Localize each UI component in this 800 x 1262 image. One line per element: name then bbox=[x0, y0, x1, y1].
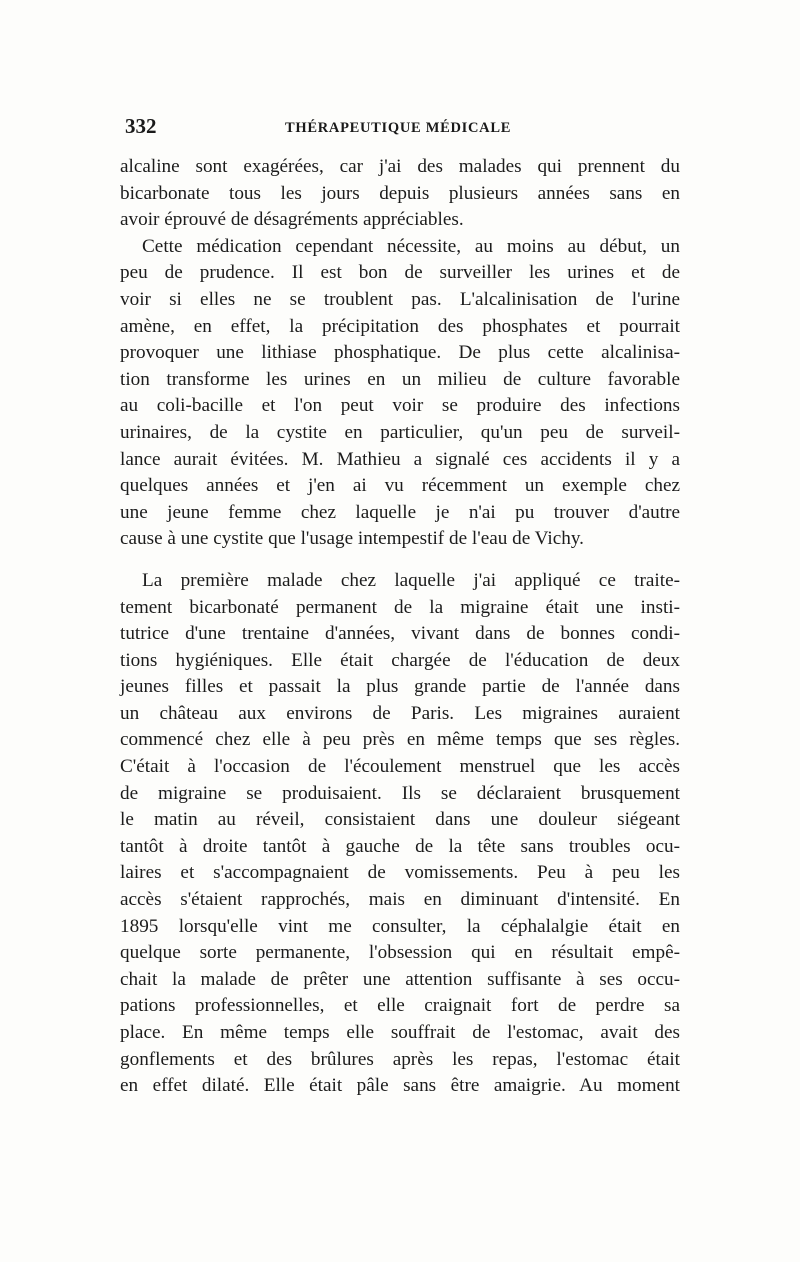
text-line: peu de prudence. Il est bon de surveiller les urines et de bbox=[120, 262, 680, 284]
text-line: tutrice d'une trentaine d'années, vivant dans de bonnes condi- bbox=[120, 623, 680, 645]
text-line: quelques années et j'en ai vu récemment un exemple chez bbox=[120, 475, 680, 497]
text-line: avoir éprouvé de désagréments appréciables. bbox=[120, 209, 464, 231]
text-line: urinaires, de la cystite en particulier, qu'un peu de surveil- bbox=[120, 421, 680, 443]
running-title: THÉRAPEUTIQUE MÉDICALE bbox=[285, 120, 512, 136]
text-line: jeunes filles et passait la plus grande partie de l'année dans bbox=[120, 676, 680, 698]
text-line: quelque sorte permanente, l'obsession qui en résultait empê- bbox=[120, 942, 680, 964]
text-line: en effet dilaté. Elle était pâle sans être amaigrie. Au moment bbox=[120, 1075, 680, 1097]
page-number: 332 bbox=[125, 114, 157, 138]
text-line: gonflements et des brûlures après les repas, l'estomac était bbox=[120, 1048, 680, 1070]
text-line: provoquer une lithiase phosphatique. De plus cette alcalinisa- bbox=[120, 342, 680, 364]
text-line: laires et s'accompagnaient de vomissements. Peu à peu les bbox=[120, 862, 680, 884]
text-line: voir si elles ne se troublent pas. L'alcalinisation de l'urine bbox=[120, 288, 680, 310]
page-header bbox=[120, 114, 680, 142]
text-line: 1895 lorsqu'elle vint me consulter, la céphalalgie était en bbox=[120, 915, 680, 937]
text-line: chait la malade de prêter une attention suffisante à ses occu- bbox=[120, 968, 680, 990]
text-line: cause à une cystite que l'usage intempestif de l'eau de Vichy. bbox=[120, 528, 584, 550]
text-line: lance aurait évitées. M. Mathieu a signalé ces accidents il y a bbox=[120, 448, 680, 470]
text-line: amène, en effet, la précipitation des phosphates et pourrait bbox=[120, 315, 680, 337]
text-line: bicarbonate tous les jours depuis plusieurs années sans en bbox=[120, 182, 680, 204]
paragraph bbox=[120, 568, 680, 1100]
text-line: tions hygiéniques. Elle était chargée de l'éducation de deux bbox=[120, 649, 680, 671]
text-line: tement bicarbonaté permanent de la migraine était une insti- bbox=[120, 596, 680, 618]
text-line: place. En même temps elle souffrait de l'estomac, avait des bbox=[120, 1022, 680, 1043]
text-line: C'était à l'occasion de l'écoulement menstruel que les accès bbox=[120, 756, 680, 778]
text-line: de migraine se produisaient. Ils se déclaraient brusquement bbox=[120, 782, 680, 804]
text-line: commencé chez elle à peu près en même temps que ses règles. bbox=[120, 729, 680, 751]
paragraph bbox=[120, 154, 680, 234]
text-line: au coli-bacille et l'on peut voir se produire des infections bbox=[120, 395, 680, 417]
paragraph bbox=[120, 234, 680, 553]
text-line: alcaline sont exagérées, car j'ai des malades qui prennent du bbox=[120, 156, 680, 177]
body-text bbox=[120, 154, 680, 1100]
text-line: accès s'étaient rapprochés, mais en diminuant d'intensité. En bbox=[120, 889, 680, 911]
text-line: Cette médication cependant nécessite, au moins au début, un bbox=[142, 235, 680, 257]
text-line: le matin au réveil, consistaient dans une douleur siégeant bbox=[120, 809, 680, 831]
text-line: une jeune femme chez laquelle je n'ai pu trouver d'autre bbox=[120, 501, 680, 523]
text-line: un château aux environs de Paris. Les migraines auraient bbox=[120, 702, 680, 724]
text-line: tantôt à droite tantôt à gauche de la tête sans troubles ocu- bbox=[120, 835, 680, 857]
text-line: La première malade chez laquelle j'ai appliqué ce traite- bbox=[142, 569, 680, 591]
text-line: pations professionnelles, et elle craignait fort de perdre sa bbox=[120, 995, 680, 1017]
text-line: tion transforme les urines en un milieu de culture favorable bbox=[120, 368, 680, 390]
